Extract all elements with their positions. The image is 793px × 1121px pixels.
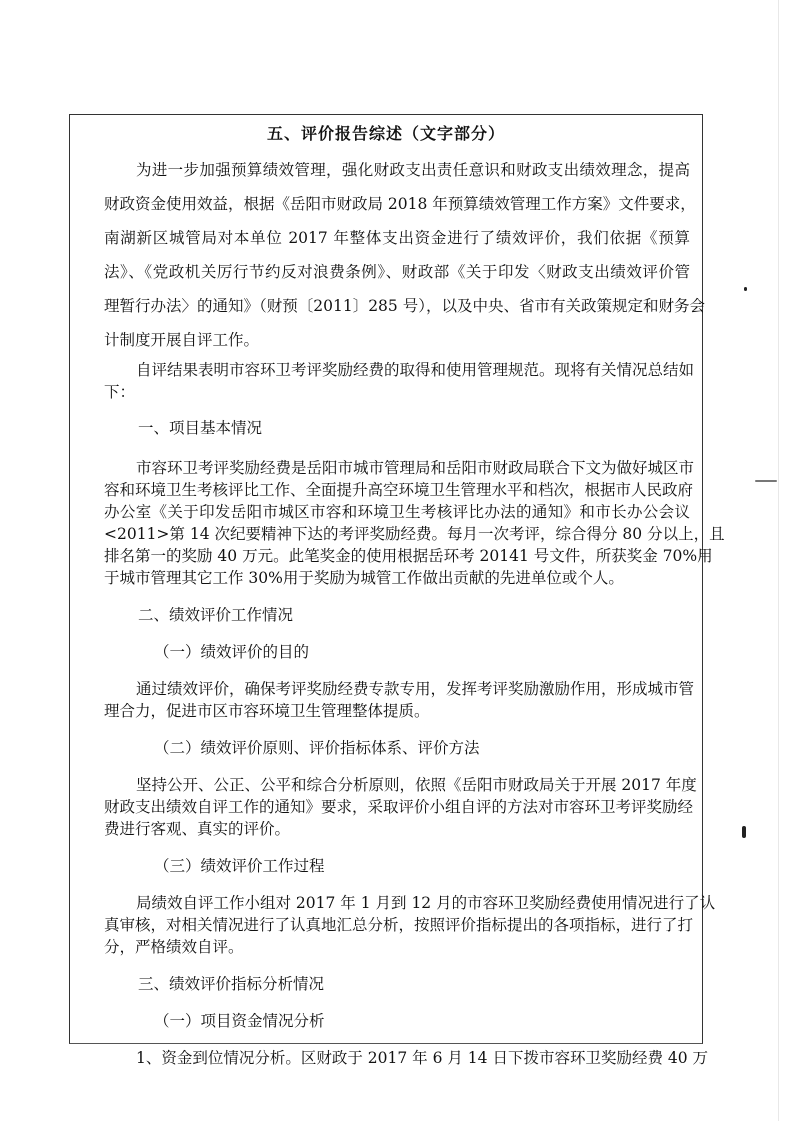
section2-sub1-line: 理合力，促进市区市容环境卫生管理整体提质。 bbox=[104, 702, 430, 720]
scan-edge-line bbox=[778, 0, 779, 1121]
section2-sub2-heading: （二）绩效评价原则、评价指标体系、评价方法 bbox=[154, 739, 480, 757]
intro-paragraph bbox=[104, 153, 705, 357]
section2-sub3-line: 局绩效自评工作小组对 2017 年 1 月到 12 月的市容环卫奖励经费使用情况进行了认 bbox=[136, 894, 716, 912]
section2-heading: 二、绩效评价工作情况 bbox=[138, 606, 294, 624]
section2-sub2-line: 坚持公开、公正、公平和综合分析原则，依照《岳阳市财政局关于开展 2017 年度 bbox=[136, 776, 697, 794]
scan-mark bbox=[742, 826, 746, 838]
section1-line: 容和环境卫生考核评比工作、全面提升高空环境卫生管理水平和档次，根据市人民政府 bbox=[104, 481, 694, 499]
summary-paragraph bbox=[104, 359, 695, 403]
intro-line: 为进一步加强预算绩效管理，强化财政支出责任意识和财政支出绩效理念，提高 bbox=[136, 161, 690, 179]
summary-line: 自评结果表明市容环卫考评奖励经费的取得和使用管理规范。现将有关情况总结如 bbox=[136, 361, 695, 379]
section1-line: 办公室《关于印发岳阳市城区市容和环境卫生考核评比办法的通知》和市长办公会议 bbox=[104, 503, 690, 521]
section2-sub2-paragraph bbox=[104, 774, 697, 840]
section2-sub3-heading: （三）绩效评价工作过程 bbox=[154, 857, 325, 875]
section1-line: 排名第一的奖励 40 万元。此笔奖金的使用根据岳环考 20141 号文件，所获奖金 70%用 bbox=[104, 547, 713, 565]
intro-line: 财政资金使用效益，根据《岳阳市财政局 2018 年预算绩效管理工作方案》文件要求， bbox=[104, 195, 696, 213]
report-frame bbox=[69, 114, 725, 1067]
section3-heading: 三、绩效评价指标分析情况 bbox=[138, 975, 325, 993]
section2-sub1-line: 通过绩效评价，确保考评奖励经费专款专用，发挥考评奖励激励作用，形成城市管 bbox=[136, 680, 695, 698]
section1-heading: 一、项目基本情况 bbox=[138, 419, 263, 437]
section2-sub3-paragraph bbox=[104, 892, 716, 958]
intro-line: 计制度开展自评工作。 bbox=[104, 331, 260, 349]
section2-sub3-line: 分，严格绩效自评。 bbox=[104, 938, 244, 956]
section1-line: <2011>第 14 次纪要精神下达的考评奖励经费。每月一次考评，综合得分 80 分以上，且 bbox=[104, 525, 725, 543]
intro-line: 南湖新区城管局对本单位 2017 年整体支出资金进行了绩效评价，我们依据《预算 bbox=[104, 229, 690, 247]
section2-sub1-paragraph bbox=[104, 678, 695, 722]
scan-mark bbox=[755, 480, 777, 482]
section2-sub2-line: 费进行客观、真实的评价。 bbox=[104, 820, 291, 838]
intro-line: 法》、《党政机关厉行节约反对浪费条例》、财政部《关于印发〈财政支出绩效评价管 bbox=[104, 263, 690, 281]
section1-paragraph bbox=[104, 457, 725, 589]
section1-line: 市容环卫考评奖励经费是岳阳市城市管理局和岳阳市财政局联合下文为做好城区市 bbox=[136, 459, 695, 477]
section2-sub2-line: 财政支出绩效自评工作的通知》要求，采取评价小组自评的方法对市容环卫考评奖励经 bbox=[104, 798, 694, 816]
section1-line: 于城市管理其它工作 30%用于奖励为城管工作做出贡献的先进单位或个人。 bbox=[104, 569, 624, 587]
scan-mark bbox=[744, 287, 747, 291]
section3-sub1-paragraph bbox=[104, 1047, 709, 1069]
summary-line: 下： bbox=[104, 383, 136, 401]
report-body bbox=[104, 153, 725, 1069]
section2-sub3-line: 真审核，对相关情况进行了认真地汇总分析，按照评价指标提出的各项指标，进行了打 bbox=[104, 916, 694, 934]
section2-sub1-heading: （一）绩效评价的目的 bbox=[154, 643, 310, 661]
section3-sub1-line: 1、资金到位情况分析。区财政于 2017 年 6 月 14 日下拨市容环卫奖励经费 40 万 bbox=[136, 1049, 709, 1067]
intro-line: 理暂行办法〉的通知》（财预〔2011〕285 号），以及中央、省市有关政策规定和财务会 bbox=[104, 297, 705, 315]
section3-sub1-heading: （一）项目资金情况分析 bbox=[154, 1012, 325, 1030]
report-title: 五、评价报告综述（文字部分） bbox=[266, 124, 505, 143]
